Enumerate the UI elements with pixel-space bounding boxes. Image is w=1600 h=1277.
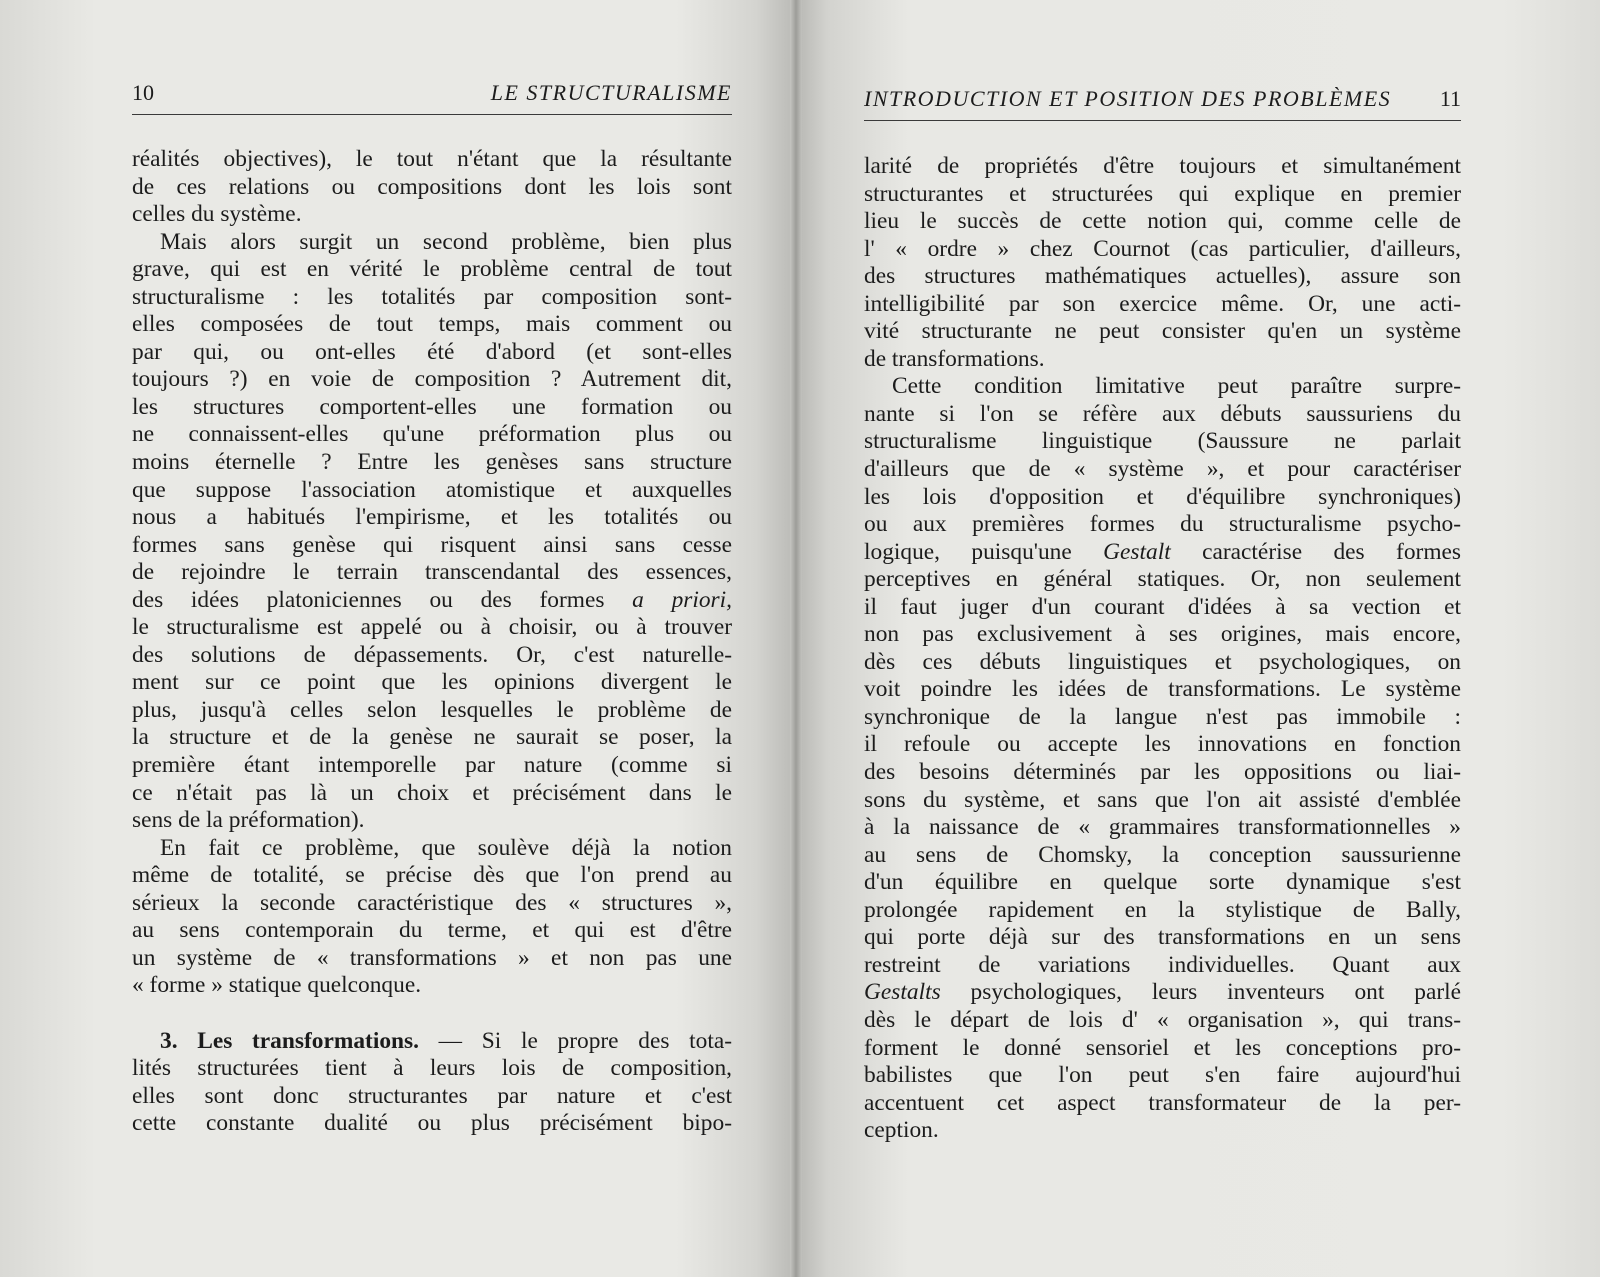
text-line: sens de la préformation). <box>132 807 365 834</box>
text-line: au sens de Chomsky, la conception saussurienne <box>864 841 1461 868</box>
page-number: 10 <box>132 80 154 105</box>
text-line: un système de « transformations » et non pas une <box>132 944 732 971</box>
text-line: dès le départ de lois d' « organisation », qui trans- <box>864 1006 1461 1033</box>
text-line: Mais alors surgit un second problème, bien plus <box>160 228 732 255</box>
text-line: ment sur ce point que les opinions divergent le <box>132 669 732 696</box>
text-line: babilistes que l'on peut s'en faire aujourd'hui <box>864 1062 1461 1089</box>
text-line: forment le donné sensoriel et les conceptions pro- <box>864 1034 1461 1061</box>
text-line <box>864 979 1461 1007</box>
text-line: elles composées de tout temps, mais comment ou <box>132 311 732 338</box>
text-line: la structure et de la genèse ne saurait se poser, la <box>132 724 732 751</box>
text-line: non pas exclusivement à ses origines, mais encore, <box>864 621 1461 648</box>
text-line: lieu le succès de cette notion qui, comme celle de <box>864 208 1461 235</box>
text-line: des structures mathématiques actuelles), assure son <box>864 263 1461 290</box>
text-line: réalités objectives), le tout n'étant que la résultante <box>132 146 732 172</box>
text-line: par qui, ou ont-elles été d'abord (et sont-elles <box>132 338 732 365</box>
text-line: de rejoindre le terrain transcendantal des essences, <box>132 559 732 586</box>
body-text <box>864 153 1461 1145</box>
text-line: cette constante dualité ou plus précisément bipo- <box>132 1110 732 1137</box>
text-line: d'un équilibre en quelque sorte dynamique s'est <box>864 869 1461 896</box>
text-line: moins éternelle ? Entre les genèses sans structure <box>132 449 732 476</box>
text-line: les structures comportent-elles une formation ou <box>132 393 732 420</box>
right-page <box>796 0 1600 1277</box>
text-run: des idées platoniciennes ou des formes <box>132 586 605 613</box>
italic-term: Gestalt <box>1103 538 1171 565</box>
book-gutter <box>790 0 802 1277</box>
text-line: qui porte déjà sur des transformations en un sens <box>864 924 1461 951</box>
running-head <box>864 86 1461 121</box>
text-line: des solutions de dépassements. Or, c'est naturelle- <box>132 641 732 668</box>
text-run: caractérise des formes <box>1170 538 1461 565</box>
text-line: ne connaissent-elles qu'une préformation plus ou <box>132 421 732 448</box>
text-line: grave, qui est en vérité le problème central de tout <box>132 256 732 283</box>
text-line: elles sont donc structurantes par nature et c'est <box>132 1082 732 1109</box>
text-line: structuralisme : les totalités par composition sont- <box>132 283 732 310</box>
text-line: « forme » statique quelconque. <box>132 972 422 999</box>
text-line: synchronique de la langue n'est pas immobile : <box>864 703 1461 730</box>
text-line: il faut juger d'un courant d'idées à sa vection et <box>864 593 1461 620</box>
text-line: Cette condition limitative peut paraître surpre- <box>892 373 1461 400</box>
text-line: que suppose l'association atomistique et auxquelles <box>132 476 732 503</box>
running-head-title: INTRODUCTION ET POSITION DES PROBLÈMES <box>864 86 1392 111</box>
text-line: le structuralisme est appelé ou à choisir, ou à trouver <box>132 614 732 641</box>
text-line: restreint de variations individuelles. Quant aux <box>864 951 1461 978</box>
text-line: ce n'était pas là un choix et précisément dans le <box>132 779 732 806</box>
italic-term: a priori, <box>632 586 733 613</box>
text-line: nous a habitués l'empirisme, et les totalités ou <box>132 504 732 531</box>
text-line: vité structurante ne peut consister qu'en un système <box>864 318 1461 345</box>
text-line: toujours ?) en voie de composition ? Autrement dit, <box>132 366 732 393</box>
text-line: dès ces débuts linguistiques et psychologiques, on <box>864 648 1461 675</box>
text-line: nante si l'on se réfère aux débuts saussuriens du <box>864 400 1461 427</box>
text-line: intelligibilité par son exercice même. Or, une acti- <box>864 290 1461 317</box>
text-line: des besoins déterminés par les oppositions ou liai- <box>864 759 1461 786</box>
text-run: psychologiques, leurs inventeurs ont parlé <box>940 979 1461 1006</box>
text-run: logique, puisqu'une <box>864 538 1104 565</box>
text-line: ou aux premières formes du structuralisme psycho- <box>864 511 1461 538</box>
text-line: les lois d'opposition et d'équilibre synchroniques) <box>864 483 1461 510</box>
text-line: de ces relations ou compositions dont les lois sont <box>132 173 732 200</box>
text-line: lités structurées tient à leurs lois de composition, <box>132 1055 732 1082</box>
text-line: structurantes et structurées qui explique en premier <box>864 180 1461 207</box>
text-line: larité de propriétés d'être toujours et simultanément <box>864 153 1461 179</box>
text-run: — Si le propre des tota- <box>418 1027 732 1054</box>
text-line: voit poindre les idées de transformations. Le système <box>864 676 1461 703</box>
text-line: perceptives en général statiques. Or, non seulement <box>864 566 1461 593</box>
text-line: première étant intemporelle par nature (comme si <box>132 752 732 779</box>
text-line: de transformations. <box>864 345 1045 372</box>
text-line: plus, jusqu'à celles selon lesquelles le problème de <box>132 696 732 723</box>
text-line <box>132 1028 732 1056</box>
text-line: sérieux la seconde caractéristique des « structures », <box>132 889 732 916</box>
text-line: celles du système. <box>132 201 302 228</box>
text-line: au sens contemporain du terme, et qui est d'être <box>132 917 732 944</box>
text-line: prolongée rapidement en la stylistique de Bally, <box>864 896 1461 923</box>
text-line: il refoule ou accepte les innovations en fonction <box>864 731 1461 758</box>
left-page <box>0 0 796 1277</box>
text-line: l' « ordre » chez Cournot (cas particulier, d'ailleurs, <box>864 235 1461 262</box>
text-line: accentuent cet aspect transformateur de la per- <box>864 1089 1461 1116</box>
section-spacer <box>132 1000 732 1028</box>
text-line: En fait ce problème, que soulève déjà la notion <box>160 834 732 861</box>
text-line: même de totalité, se précise dès que l'on prend au <box>132 862 732 889</box>
text-line <box>132 587 732 615</box>
text-line: sons du système, et sans que l'on ait assisté d'emblée <box>864 786 1461 813</box>
text-line: formes sans genèse qui risquent ainsi sans cesse <box>132 531 732 558</box>
text-line: à la naissance de « grammaires transformationnelles » <box>864 814 1461 841</box>
text-line: structuralisme linguistique (Saussure ne parlait <box>864 428 1461 455</box>
page-number: 11 <box>1439 86 1461 111</box>
text-line <box>864 539 1461 567</box>
running-head <box>132 80 732 115</box>
text-line: ception. <box>864 1117 939 1144</box>
section-heading: 3. Les transformations. <box>160 1027 419 1054</box>
body-text <box>132 146 732 1138</box>
italic-term: Gestalts <box>864 979 941 1006</box>
running-head-title: LE STRUCTURALISME <box>490 80 732 105</box>
text-line: d'ailleurs que de « système », et pour caractériser <box>864 456 1461 483</box>
